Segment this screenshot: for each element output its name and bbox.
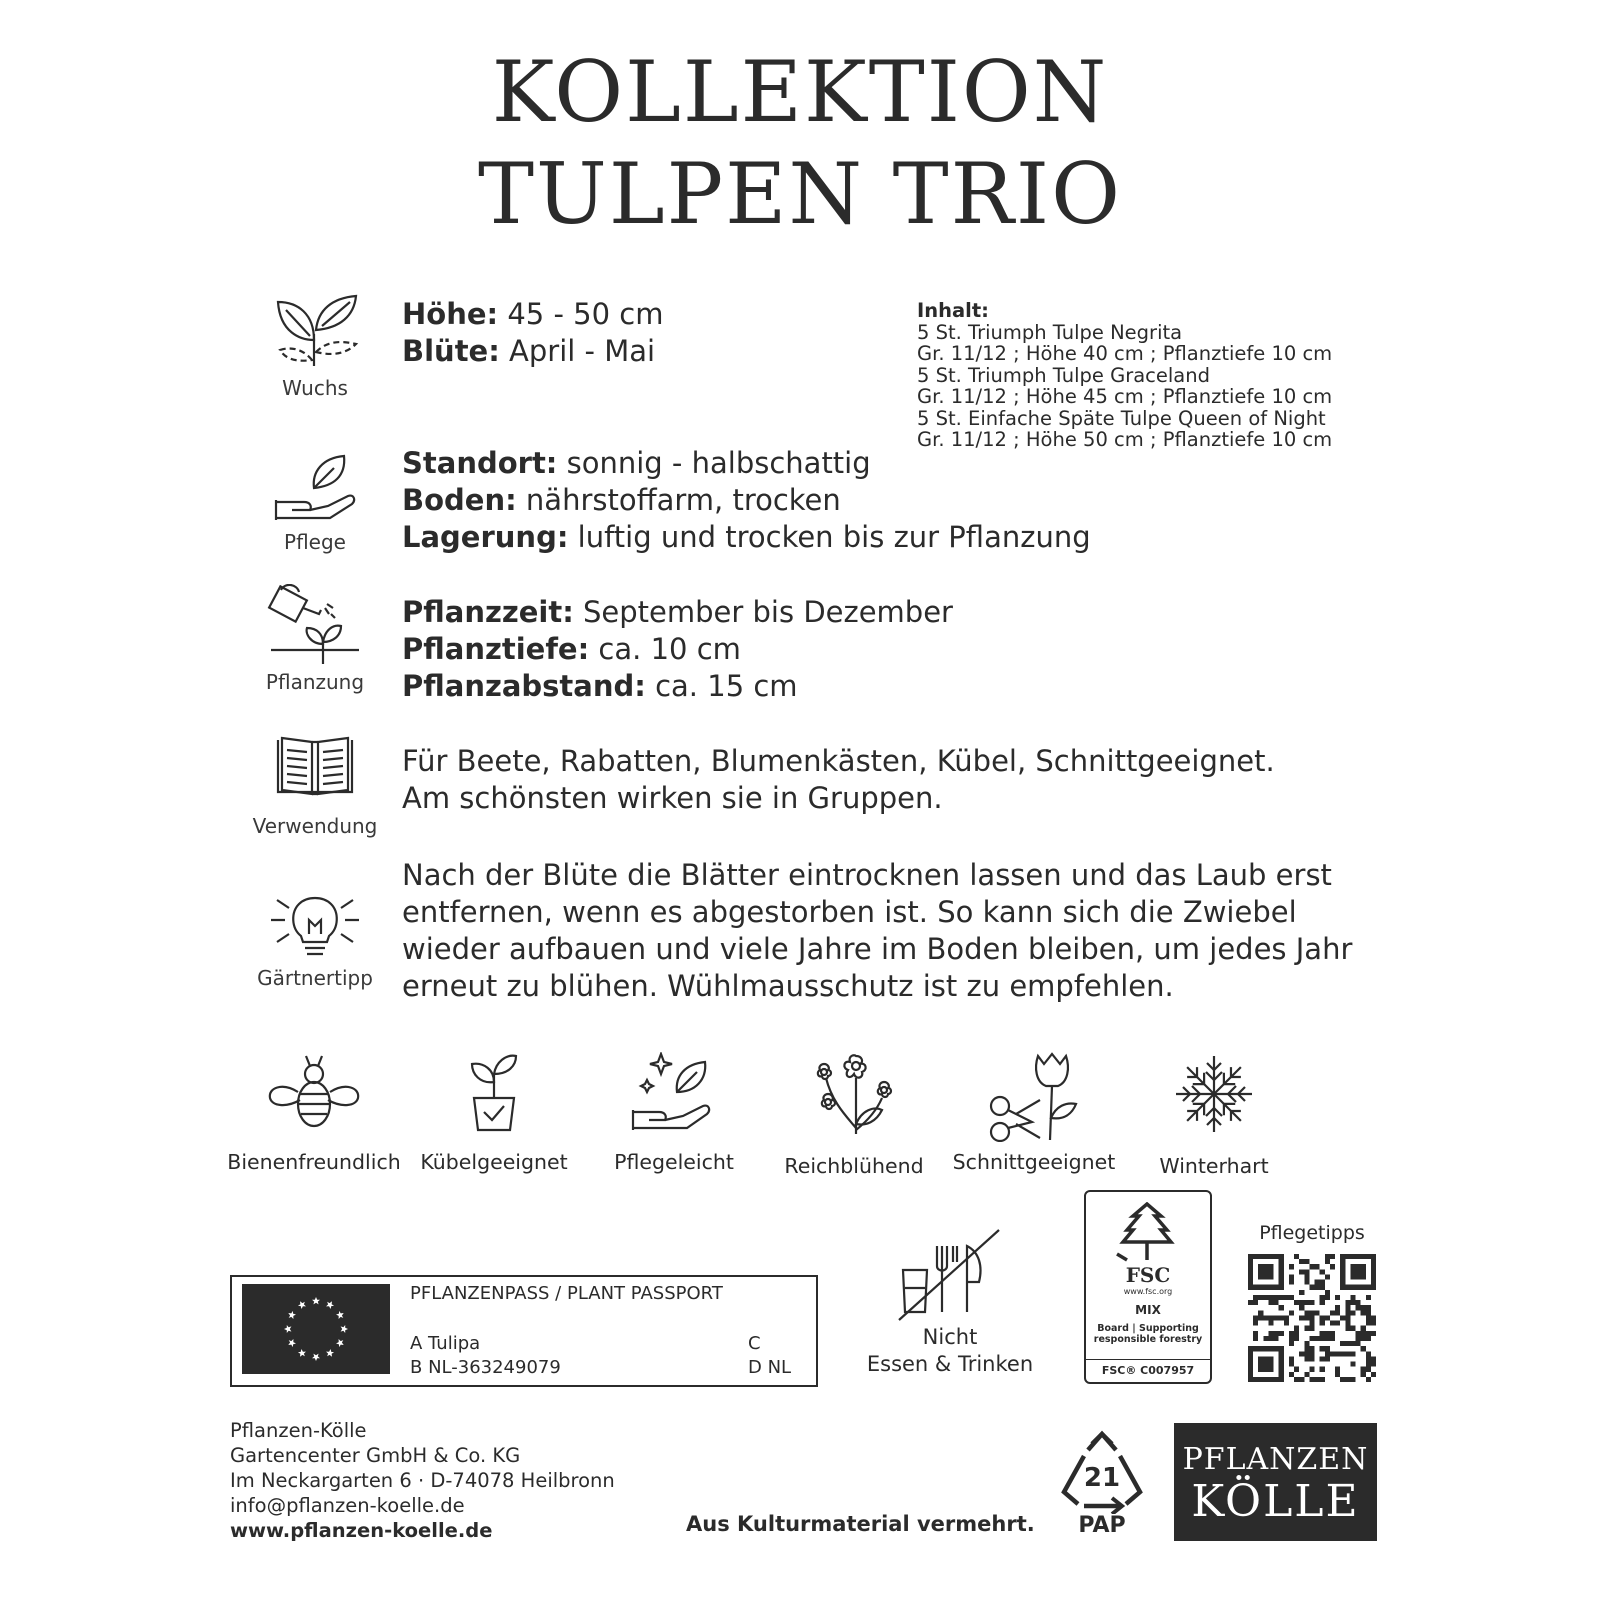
feature-label: Schnittgeeignet bbox=[952, 1150, 1116, 1174]
inhalt-line: Gr. 11/12 ; Höhe 40 cm ; Pflanztiefe 10 cm bbox=[917, 342, 1333, 365]
passport-c: C bbox=[748, 1333, 761, 1354]
passport-b: B NL-363249079 bbox=[410, 1357, 561, 1378]
section-caption: Pflege bbox=[284, 530, 346, 554]
passport-a: A Tulipa bbox=[410, 1333, 481, 1354]
section-gaertnertipp-icon-col bbox=[240, 884, 390, 990]
address-line: Im Neckargarten 6 · D-74078 Heilbronn bbox=[230, 1469, 615, 1492]
section-verwendung-info bbox=[402, 743, 1275, 817]
info-line: Blüte: April - Mai bbox=[402, 334, 656, 368]
inhalt-line: Gr. 11/12 ; Höhe 45 cm ; Pflanztiefe 10 cm bbox=[917, 385, 1333, 408]
info-line: Pflanztiefe: ca. 10 cm bbox=[402, 632, 741, 666]
fsc-board-2: responsible forestry bbox=[1093, 1334, 1203, 1345]
address-line: Pflanzen-Kölle bbox=[230, 1419, 367, 1442]
recycle-code: PAP bbox=[1078, 1513, 1126, 1538]
fsc-url: www.fsc.org bbox=[1123, 1287, 1173, 1296]
logo-line-2: KÖLLE bbox=[1191, 1476, 1360, 1527]
info-line: entfernen, wenn es abgestorben ist. So kann sich die Zwiebel bbox=[402, 895, 1297, 929]
lightbulb-icon bbox=[267, 884, 363, 958]
inhalt-line: 5 St. Triumph Tulpe Graceland bbox=[917, 363, 1210, 387]
info-line: Für Beete, Rabatten, Blumenkästen, Kübel, Schnittgeeignet. bbox=[402, 744, 1275, 778]
potted-plant-icon bbox=[454, 1052, 534, 1132]
info-line: Pflanzabstand: ca. 15 cm bbox=[402, 669, 798, 703]
scissors-tulip-icon bbox=[986, 1052, 1082, 1142]
info-line: Standort: sonnig - halbschattig bbox=[402, 446, 871, 480]
inhalt-line: 5 St. Triumph Tulpe Negrita bbox=[917, 320, 1183, 344]
feature-label: Pflegeleicht bbox=[614, 1150, 734, 1174]
info-line: Am schönsten wirken sie in Gruppen. bbox=[402, 781, 943, 815]
info-line: Boden: nährstoffarm, trocken bbox=[402, 483, 841, 517]
section-caption: Pflanzung bbox=[265, 670, 365, 694]
fsc-label bbox=[1084, 1190, 1212, 1384]
section-verwendung-icon-col bbox=[240, 736, 390, 838]
info-line: Nach der Blüte die Blätter eintrocknen lassen und das Laub erst bbox=[402, 858, 1332, 892]
passport-d: D NL bbox=[748, 1357, 792, 1378]
section-pflege-info bbox=[402, 445, 1091, 556]
fsc-tree-icon bbox=[1113, 1202, 1183, 1264]
title-line-2: TULPEN TRIO bbox=[478, 145, 1122, 243]
info-line: Höhe: 45 - 50 cm bbox=[402, 297, 664, 331]
qr-block bbox=[1238, 1222, 1386, 1382]
culture-note: Aus Kulturmaterial vermehrt. bbox=[686, 1512, 1035, 1536]
address-block bbox=[230, 1418, 615, 1543]
info-line: Pflanzzeit: September bis Dezember bbox=[402, 595, 953, 629]
section-pflanzung-info bbox=[402, 594, 953, 705]
warning-line-1: Nicht bbox=[922, 1325, 978, 1349]
info-line: Lagerung: luftig und trocken bis zur Pflanzung bbox=[402, 520, 1091, 554]
bee-icon bbox=[266, 1052, 362, 1132]
feature-label: Reichblühend bbox=[784, 1154, 924, 1178]
feature-reichbluehend bbox=[764, 1052, 944, 1178]
title-line-1: KOLLEKTION bbox=[491, 43, 1109, 141]
section-wuchs-info bbox=[402, 296, 663, 370]
feature-winterhart bbox=[1124, 1052, 1304, 1178]
section-wuchs-icon-col bbox=[240, 290, 390, 400]
passport-title: PFLANZENPASS / PLANT PASSPORT bbox=[410, 1283, 723, 1304]
fsc-code: FSC® C007957 bbox=[1086, 1359, 1210, 1382]
sparkle-hand-leaf-icon bbox=[629, 1052, 719, 1132]
qr-code-icon[interactable] bbox=[1248, 1254, 1376, 1382]
feature-pflegeleicht bbox=[584, 1052, 764, 1174]
recycle-icon bbox=[1054, 1430, 1150, 1514]
feature-label: Bienenfreundlich bbox=[227, 1150, 401, 1174]
watering-can-icon bbox=[267, 584, 363, 666]
qr-label: Pflegetipps bbox=[1259, 1222, 1365, 1244]
snowflake-icon bbox=[1172, 1052, 1256, 1136]
leaves-icon bbox=[270, 290, 360, 370]
warning-line-2: Essen & Trinken bbox=[866, 1352, 1034, 1376]
eu-flag-icon bbox=[242, 1284, 390, 1374]
fsc-board-1: Board | Supporting bbox=[1097, 1323, 1199, 1334]
feature-label: Winterhart bbox=[1159, 1154, 1269, 1178]
section-pflege-icon-col bbox=[240, 452, 390, 554]
inhalt-line: 5 St. Einfache Späte Tulpe Queen of Night bbox=[917, 406, 1326, 430]
info-line: erneut zu blühen. Wühlmausschutz ist zu empfehlen. bbox=[402, 969, 1174, 1003]
address-line: Gartencenter GmbH & Co. KG bbox=[230, 1444, 521, 1467]
logo-line-1: PFLANZEN bbox=[1182, 1442, 1369, 1477]
section-caption: Wuchs bbox=[282, 376, 348, 400]
address-website[interactable]: www.pflanzen-koelle.de bbox=[230, 1519, 493, 1542]
plant-passport bbox=[230, 1275, 818, 1387]
feature-label: Kübelgeeignet bbox=[420, 1150, 568, 1174]
flowers-icon bbox=[806, 1052, 902, 1136]
section-pflanzung-icon-col bbox=[240, 584, 390, 694]
recycle-block bbox=[1052, 1430, 1152, 1538]
fsc-brand: FSC bbox=[1125, 1263, 1171, 1287]
fsc-mix: MIX bbox=[1135, 1303, 1161, 1317]
feature-bienenfreundlich bbox=[224, 1052, 404, 1174]
info-line: wieder aufbauen und viele Jahre im Boden bleiben, um jedes Jahr bbox=[402, 932, 1353, 966]
inhalt-line: Gr. 11/12 ; Höhe 50 cm ; Pflanztiefe 10 cm bbox=[917, 428, 1333, 451]
pflanzen-koelle-logo bbox=[1174, 1423, 1377, 1541]
address-email[interactable]: info@pflanzen-koelle.de bbox=[230, 1494, 465, 1517]
hand-leaf-icon bbox=[270, 452, 360, 524]
section-caption: Gärtnertipp bbox=[257, 966, 373, 990]
no-eating-warning bbox=[850, 1226, 1050, 1378]
no-food-drink-icon bbox=[895, 1226, 1005, 1324]
section-caption: Verwendung bbox=[252, 814, 378, 838]
section-gaertnertipp-info bbox=[402, 857, 1352, 1005]
feature-schnittgeeignet bbox=[944, 1052, 1124, 1174]
inhalt-block bbox=[917, 300, 1332, 451]
inhalt-heading: Inhalt: bbox=[917, 299, 989, 322]
book-icon bbox=[274, 736, 356, 800]
feature-kuebelgeeignet bbox=[404, 1052, 584, 1174]
recycle-number: 21 bbox=[1083, 1463, 1121, 1493]
